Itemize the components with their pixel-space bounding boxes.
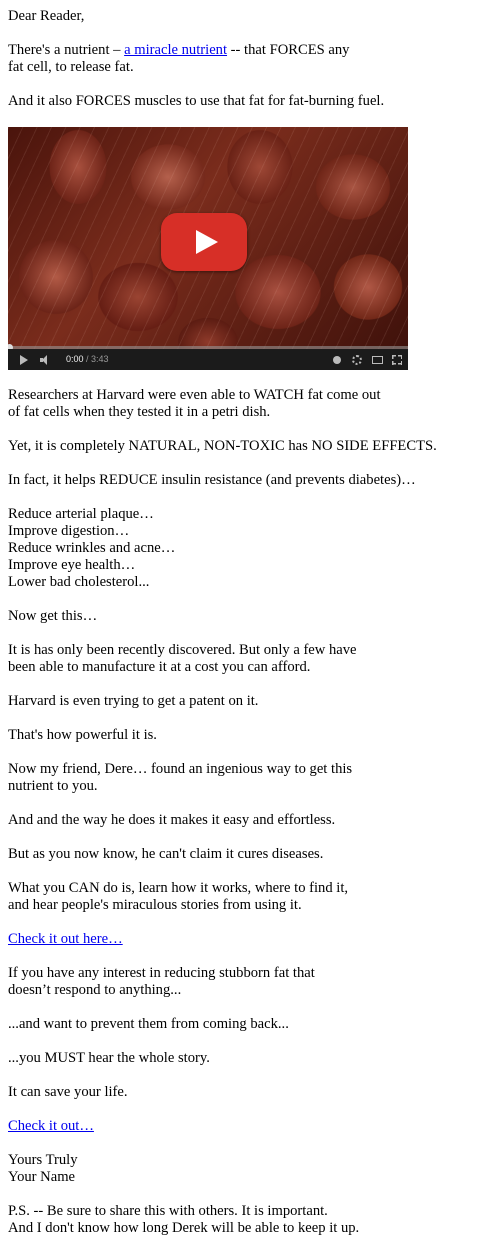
benefits-list <box>8 506 480 591</box>
gear-icon[interactable] <box>352 355 362 365</box>
text-line: doesn’t respond to anything... <box>8 982 182 998</box>
benefit-item: Reduce wrinkles and acne… <box>8 540 176 556</box>
video-controls <box>8 349 408 370</box>
text-line: P.S. -- Be sure to share this with others. It is important. <box>8 1203 328 1219</box>
check-it-out-here-link[interactable]: Check it out here… <box>8 931 123 947</box>
natural-paragraph: Yet, it is completely NATURAL, NON-TOXIC has NO SIDE EFFECTS. <box>8 438 437 454</box>
check-it-out-link[interactable]: Check it out… <box>8 1118 94 1134</box>
ps-paragraph <box>8 1203 480 1237</box>
text-line: and hear people's miraculous stories from using it. <box>8 897 302 913</box>
interest-paragraph <box>8 965 480 999</box>
benefit-item: Lower bad cholesterol... <box>8 574 150 590</box>
friend-paragraph <box>8 761 480 795</box>
current-time: 0:00 <box>66 354 84 364</box>
insulin-paragraph: In fact, it helps REDUCE insulin resistance (and prevents diabetes)… <box>8 472 416 488</box>
text-line: Researchers at Harvard were even able to WATCH fat come out <box>8 387 381 403</box>
intro-text-cont: -- that FORCES any <box>227 42 350 58</box>
video-time <box>66 351 109 368</box>
prevent-paragraph: ...and want to prevent them from coming back... <box>8 1016 289 1032</box>
harvard-watch-paragraph <box>8 387 480 421</box>
miracle-nutrient-link[interactable]: a miracle nutrient <box>124 42 228 58</box>
text-line: If you have any interest in reducing stubborn fat that <box>8 965 315 981</box>
muscles-paragraph: And it also FORCES muscles to use that fat for fat-burning fuel. <box>8 93 385 109</box>
text-line: nutrient to you. <box>8 778 98 794</box>
volume-icon[interactable] <box>40 355 50 365</box>
benefit-item: Improve digestion… <box>8 523 130 539</box>
now-get-this-paragraph: Now get this… <box>8 608 98 624</box>
greeting: Dear Reader, <box>8 8 85 24</box>
signoff-line: Yours Truly <box>8 1152 78 1168</box>
intro-text-line2: fat cell, to release fat. <box>8 59 134 75</box>
signoff <box>8 1152 480 1186</box>
fullscreen-icon[interactable] <box>392 355 402 365</box>
play-button[interactable] <box>161 213 247 271</box>
benefit-item: Reduce arterial plaque… <box>8 506 154 522</box>
whole-story-paragraph: ...you MUST hear the whole story. <box>8 1050 210 1066</box>
annotations-icon[interactable] <box>333 356 341 364</box>
text-line: Now my friend, Dere… found an ingenious way to get this <box>8 761 353 777</box>
learn-paragraph <box>8 880 480 914</box>
signature-name: Your Name <box>8 1169 76 1185</box>
check-here-paragraph <box>8 931 480 948</box>
text-line: been able to manufacture it at a cost you can afford. <box>8 659 311 675</box>
theater-mode-icon[interactable] <box>372 356 383 364</box>
check-paragraph <box>8 1118 480 1135</box>
discovered-paragraph <box>8 642 480 676</box>
text-line: of fat cells when they tested it in a petri dish. <box>8 404 271 420</box>
text-line: And I don't know how long Derek will be able to keep it up. <box>8 1220 360 1236</box>
cant-claim-paragraph: But as you now know, he can't claim it cures diseases. <box>8 846 324 862</box>
text-line: It is has only been recently discovered. But only a few have <box>8 642 357 658</box>
patent-paragraph: Harvard is even trying to get a patent on it. <box>8 693 259 709</box>
intro-text: There's a nutrient – <box>8 42 125 58</box>
intro-paragraph <box>8 42 480 76</box>
play-icon[interactable] <box>20 355 28 365</box>
benefit-item: Improve eye health… <box>8 557 136 573</box>
text-line: What you CAN do is, learn how it works, where to find it, <box>8 880 349 896</box>
save-life-paragraph: It can save your life. <box>8 1084 128 1100</box>
video-player[interactable] <box>8 127 408 370</box>
duration: / 3:43 <box>86 354 109 364</box>
powerful-paragraph: That's how powerful it is. <box>8 727 157 743</box>
easy-paragraph: And and the way he does it makes it easy and effortless. <box>8 812 336 828</box>
